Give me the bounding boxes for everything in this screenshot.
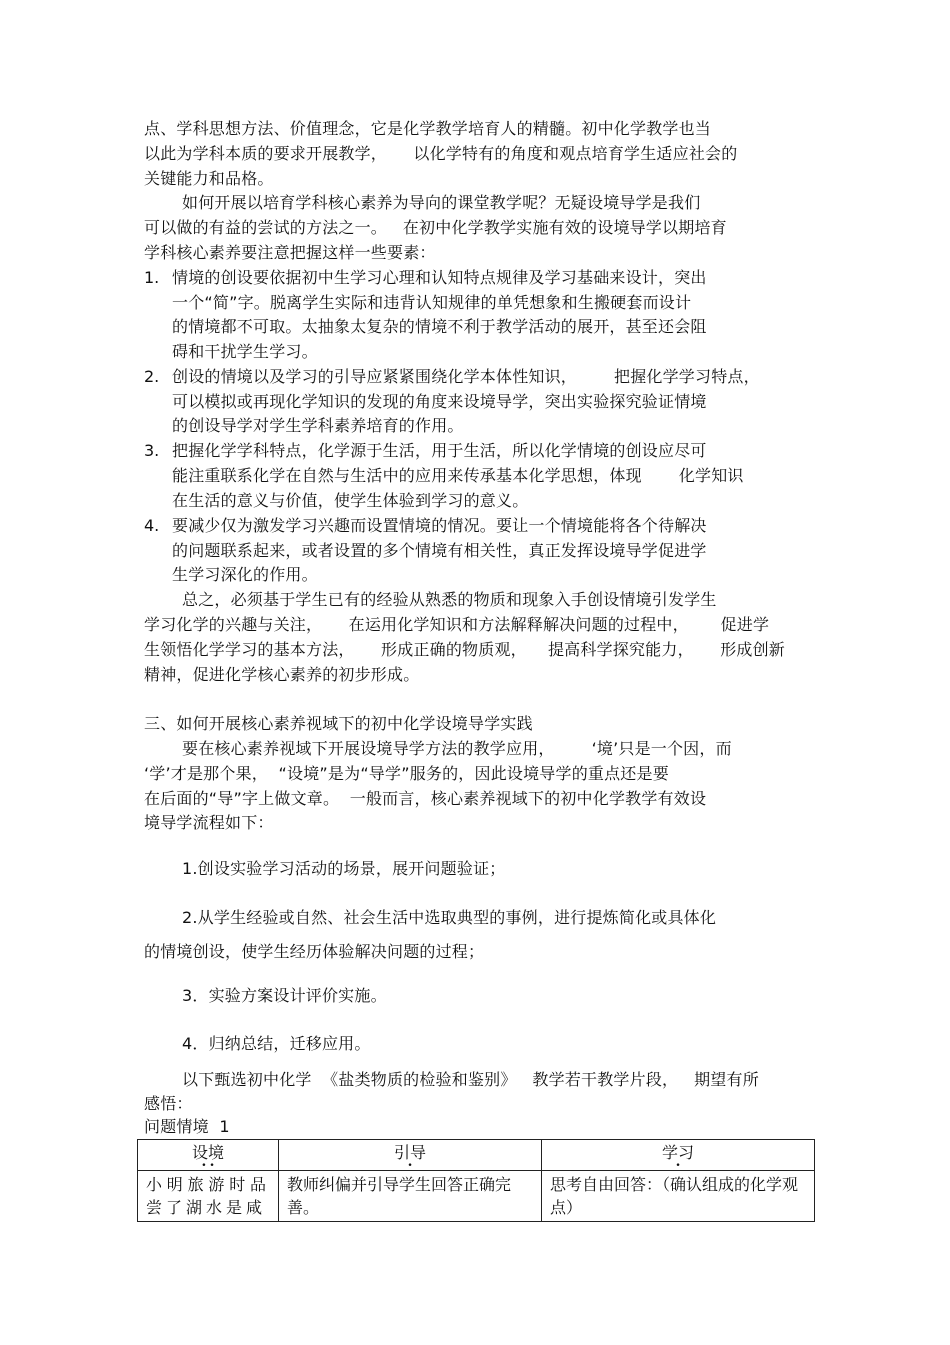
element-3-line-3: 在生活的意义与价值，使学生体验到学习的意义。 <box>172 491 529 510</box>
header-cell-guidance <box>279 1140 542 1171</box>
cell-learning: 思考自由回答：（确认组成的化学观点） <box>542 1171 815 1222</box>
emphasis-dot-marks: • • <box>201 1161 215 1171</box>
problem-situation-table <box>137 1139 815 1222</box>
element-3-line-2: 能注重联系化学在自然与生活中的应用来传承基本化学思想，体现 化学知识 <box>172 466 744 485</box>
selection-intro-line-1: 以下甄选初中化学 《盐类物质的检验和鉴别》 教学若干教学片段， 期望有所 <box>182 1070 759 1089</box>
flow-step-1: 1.创设实验学习活动的场景，展开问题验证； <box>182 859 506 878</box>
flow-step-2-line-2: 的情境创设，使学生经历体验解决问题的过程； <box>144 942 485 961</box>
table-caption: 问题情境 1 <box>144 1117 230 1136</box>
element-1-line-2: 一个“简”字。脱离学生实际和违背认知规律的单凭想象和生搬硬套而设计 <box>172 293 692 312</box>
intro-line-1: 点、学科思想方法、价值理念，它是化学教学培育人的精髓。初中化学教学也当 <box>144 119 712 138</box>
question-line-1: 如何开展以培育学科核心素养为导向的课堂教学呢？无疑设境导学是我们 <box>182 193 701 212</box>
header-label-setting: 设境 <box>191 1143 224 1162</box>
intro-line-3: 关键能力和品格。 <box>144 169 274 188</box>
emphasis-dot-mark: • <box>675 1161 681 1171</box>
summary-line-3: 生领悟化学学习的基本方法， 形成正确的物质观， 提高科学探究能力， 形成创新 <box>144 640 786 659</box>
element-1-number: 1. <box>144 268 160 287</box>
element-1-line-4: 碍和干扰学生学习。 <box>172 342 318 361</box>
header-cell-learning <box>542 1140 815 1171</box>
element-3-number: 3. <box>144 441 160 460</box>
question-line-3: 学科核心素养要注意把握这样一些要素： <box>144 243 436 262</box>
cell-setting: 小明旅游时品尝了湖水是咸 <box>138 1171 279 1222</box>
cell-guidance: 教师纠偏并引导学生回答正确完善。 <box>279 1171 542 1222</box>
element-4-line-2: 的问题联系起来，或者设置的多个情境有相关性，真正发挥设境导学促进学 <box>172 541 707 560</box>
intro-line-2: 以此为学科本质的要求开展教学， 以化学特有的角度和观点培育学生适应社会的 <box>144 144 738 163</box>
element-4-number: 4. <box>144 516 160 535</box>
section-three-line-2: ‘学’才是那个果， “设境”是为“导学”服务的，因此设境导学的重点还是要 <box>144 764 669 783</box>
header-cell-setting <box>138 1140 279 1171</box>
emphasis-dot-mark: • <box>407 1161 413 1171</box>
element-2-line-2: 可以模拟或再现化学知识的发现的角度来设境导学，突出实验探究验证情境 <box>172 392 707 411</box>
summary-line-1: 总之，必须基于学生已有的经验从熟悉的物质和现象入手创设情境引发学生 <box>182 590 717 609</box>
table-row <box>138 1171 815 1222</box>
element-4-line-3: 生学习深化的作用。 <box>172 565 318 584</box>
header-label-learning: 学习 <box>661 1143 694 1162</box>
summary-line-4: 精神，促进化学核心素养的初步形成。 <box>144 665 420 684</box>
section-three-line-3: 在后面的“导”字上做文章。 一般而言，核心素养视域下的初中化学教学有效设 <box>144 789 707 808</box>
element-4-line-1: 要减少仅为激发学习兴趣而设置情境的情况。要让一个情境能将各个待解决 <box>172 516 707 535</box>
flow-step-2-line-1: 2.从学生经验或自然、社会生活中选取典型的事例，进行提炼简化或具体化 <box>182 908 717 927</box>
section-three-heading: 三、如何开展核心素养视域下的初中化学设境导学实践 <box>144 714 533 733</box>
element-1-line-3: 的情境都不可取。太抽象太复杂的情境不利于教学活动的展开，甚至还会阻 <box>172 317 707 336</box>
header-label-guidance: 引导 <box>393 1143 426 1162</box>
element-2-number: 2. <box>144 367 160 386</box>
summary-line-2: 学习化学的兴趣与关注， 在运用化学知识和方法解释解决问题的过程中， 促进学 <box>144 615 770 634</box>
element-3-line-1: 把握化学学科特点，化学源于生活，用于生活，所以化学情境的创设应尽可 <box>172 441 707 460</box>
section-three-line-4: 境导学流程如下： <box>144 813 274 832</box>
element-2-line-1: 创设的情境以及学习的引导应紧紧围绕化学本体性知识， 把握化学学习特点， <box>172 367 760 386</box>
flow-step-3: 3．实验方案设计评价实施。 <box>182 986 387 1005</box>
question-line-2: 可以做的有益的尝试的方法之一。 在初中化学教学实施有效的设境导学以期培育 <box>144 218 727 237</box>
element-2-line-3: 的创设导学对学生学科素养培育的作用。 <box>172 416 464 435</box>
section-three-line-1: 要在核心素养视域下开展设境导学方法的教学应用， ‘境’只是一个因，而 <box>182 739 732 758</box>
flow-step-4: 4．归纳总结，迁移应用。 <box>182 1034 371 1053</box>
selection-intro-line-2: 感悟： <box>144 1094 193 1113</box>
table-header-row <box>138 1140 815 1171</box>
element-1-line-1: 情境的创设要依据初中生学习心理和认知特点规律及学习基础来设计，突出 <box>172 268 707 287</box>
